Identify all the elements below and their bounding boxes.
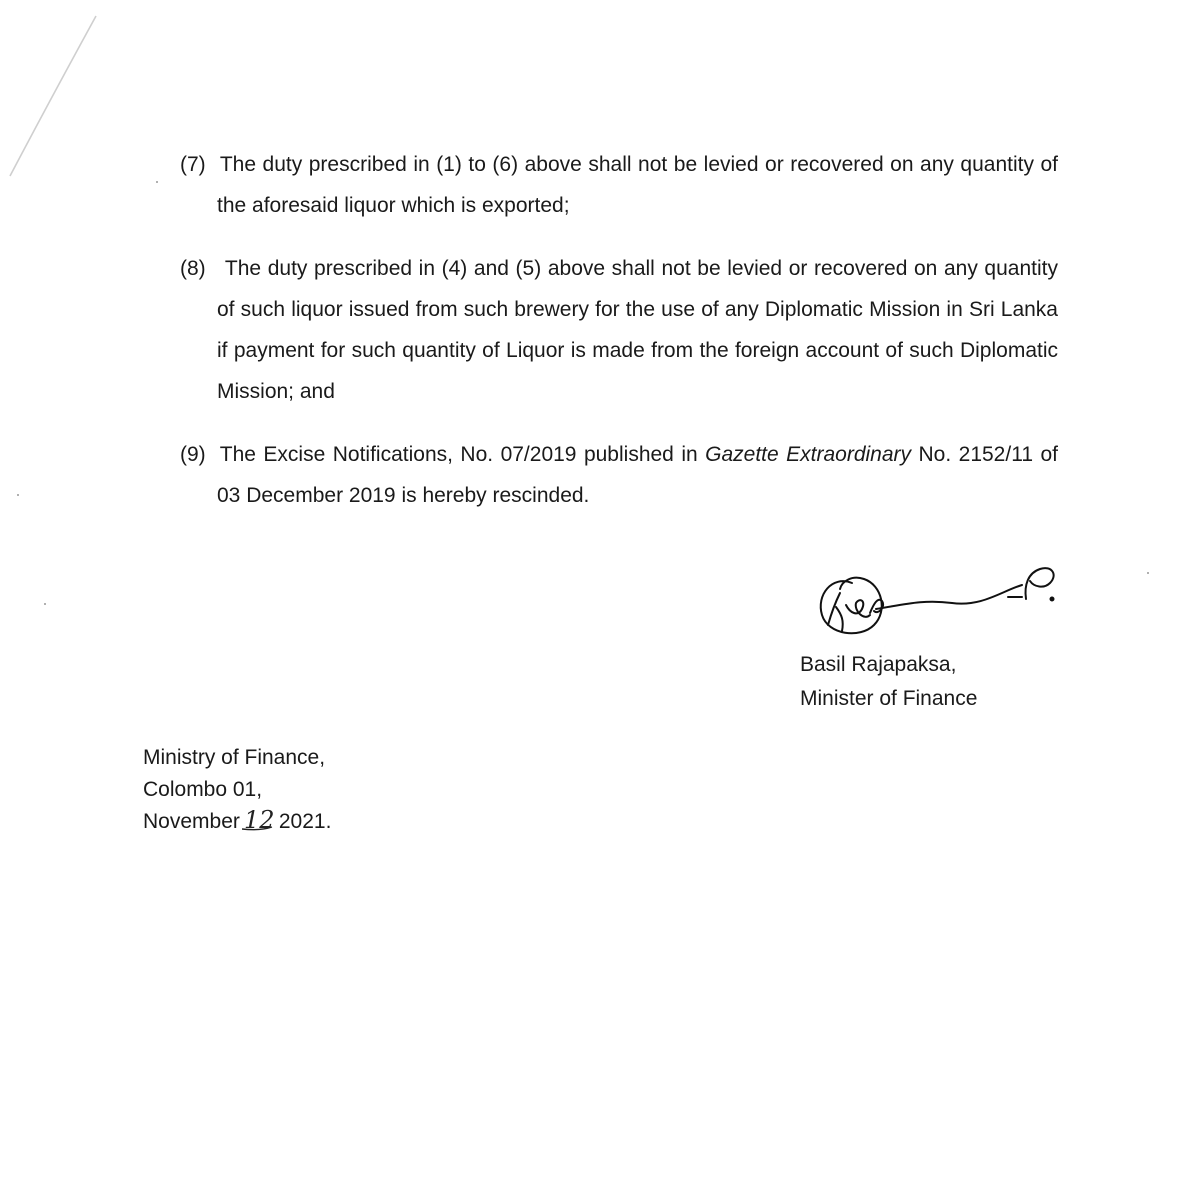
scan-speck	[44, 603, 46, 605]
scan-speck	[1147, 572, 1149, 574]
scan-edge-mark	[0, 0, 120, 200]
clause-text-after: No. 2152/11 of 03 December 2019 is hereby rescinded.	[217, 443, 1058, 507]
clause-number: (8)	[180, 257, 206, 280]
date-month: November	[143, 810, 240, 833]
issuing-office-block	[143, 742, 331, 838]
clause-text-before: The Excise Notifications, No. 07/2019 published in	[219, 443, 706, 466]
clause-7	[180, 144, 1058, 226]
office-city: Colombo 01,	[143, 778, 263, 801]
office-name: Ministry of Finance,	[143, 746, 326, 769]
scan-speck	[156, 181, 158, 183]
signatory-title: Minister of Finance	[800, 687, 978, 710]
gazette-title: Gazette Extraordinary	[705, 443, 912, 466]
handwritten-day	[242, 807, 276, 831]
issue-date	[143, 806, 331, 838]
date-year: 2021.	[278, 810, 332, 833]
clause-9	[180, 434, 1058, 516]
signatory-name: Basil Rajapaksa,	[800, 653, 957, 676]
signatory-block	[800, 648, 977, 716]
clause-number: (9)	[180, 443, 206, 466]
clause-text: The duty prescribed in (4) and (5) above shall not be levied or recovered on any quantity of such liquor issued from such brewery for the use of any Diplomatic Mission in Sri Lanka if payment for such quantity of Liquor is made from the foreign account of such Diplomatic Mission; and	[217, 257, 1058, 403]
handwritten-signature	[812, 555, 1072, 655]
clause-text: The duty prescribed in (1) to (6) above shall not be levied or recovered on any quantity of the aforesaid liquor which is exported;	[217, 153, 1058, 217]
clause-number: (7)	[180, 153, 206, 176]
scan-speck	[17, 494, 19, 496]
date-day: 12	[243, 807, 275, 831]
clause-8	[180, 248, 1058, 412]
